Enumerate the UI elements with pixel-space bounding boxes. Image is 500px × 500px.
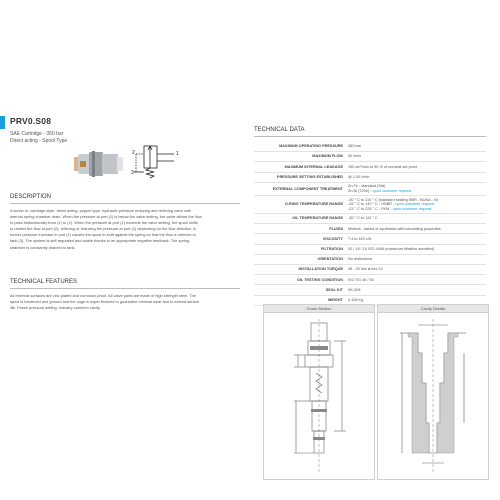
spec-row xyxy=(254,162,486,172)
subtitle-type: Direct acting - Spool Type xyxy=(10,138,68,144)
hydraulic-symbol xyxy=(130,142,190,184)
spec-label: VISCOSITY xyxy=(322,236,343,241)
spec-label: INSTALLATION TORQUE xyxy=(298,267,343,272)
technical-data-divider xyxy=(254,136,486,137)
spec-row xyxy=(254,152,486,162)
spec-value: 30 l/min xyxy=(348,154,362,159)
spec-row xyxy=(254,285,486,295)
spec-label: MAXIMUM INTERNAL LEAKAGE xyxy=(284,164,343,169)
spec-value: Zn.Fe - standard (Std) Zn.Ni (720h) - upon customer request xyxy=(348,184,412,193)
customer-request-note: upon customer request xyxy=(372,188,412,193)
port-3-label: 3 xyxy=(131,170,134,176)
spec-label: FILTRATION xyxy=(320,246,343,251)
cavity-details-title: Cavity Details xyxy=(378,305,488,313)
features-divider xyxy=(10,288,240,289)
description-body: A screw-in, cartridge style, direct acting, poppet type, hydraulic pressure reducing and relieving valve with internal spring chamber drain. When the pressure at port (1) is below the valve setting, the valve allows the flow to pass bidirectionally from (1) to (2). When the pressure at port (1) exceeds the valve setting, the spool shifts to restrict the flow at port (2), relieving or reducing the pressure at port (1) depending on the flow direction. A further pressure increase in port (1) causes the spool to shift against the spring so that the flow is relieved to tank (3). The system is self-regulated and stable thanks to an appropriate negative feedback. The spring chamber is constantly drained to tank. xyxy=(10,208,202,250)
technical-data-title: TECHNICAL DATA xyxy=(254,127,305,133)
port-2-label: 2 xyxy=(132,150,135,156)
spec-label: O-RING TEMPERATURE RANGE xyxy=(284,202,343,207)
subtitle-cartridge: SAE Cartridge - 350 bar xyxy=(10,131,64,137)
spec-value: 45 - 50 Nm ⌀ hex 24 xyxy=(348,267,383,272)
technical-data-table xyxy=(254,142,486,306)
cavity-details-drawing xyxy=(377,304,489,480)
cavity-details-image xyxy=(378,313,488,479)
cross-section-drawing xyxy=(263,304,375,480)
spec-label: ORIENTATION xyxy=(317,257,343,262)
spec-label: SEAL KIT xyxy=(325,287,343,292)
spec-label: OIL TEMPERATURE RANGE xyxy=(292,216,343,221)
spec-row xyxy=(254,224,486,234)
spec-label: EXTERNAL COMPONENT TREATMENT xyxy=(272,186,343,191)
spec-value: 7.4 to 420 cSt xyxy=(348,236,372,241)
spec-value: SK.008 xyxy=(348,287,361,292)
spec-label: MAXIMUM FLOW xyxy=(312,154,343,159)
spec-value: 150 cm³/min to 90 % of nominal set point xyxy=(348,164,417,169)
spec-value: @ 1.00 l/min xyxy=(348,174,370,179)
spec-row xyxy=(254,265,486,275)
spec-value: -30 ° C to 110 ° C (standard sealing NBR - BUNA - N) -25 ° C to 140 ° C - HNBR - upon customer request -23 ° C to 225 ° C - FKM - upon customer request xyxy=(348,197,438,211)
spec-row xyxy=(254,245,486,255)
features-body: All external surfaces are zinc plated and corrosion-proof. All valve parts are made of high strength steel. The spool is hardened and ground and the cage is super-finished to guarantee minimal wear and to extend service life. Poses pressure setting. Industry common cavity. xyxy=(10,293,200,311)
features-title: TECHNICAL FEATURES xyxy=(10,279,78,285)
spec-label: WEIGHT xyxy=(327,297,343,302)
cross-section-title: Cross Section xyxy=(264,305,374,313)
port-1-label: 1 xyxy=(176,151,179,157)
accent-bar xyxy=(0,116,5,129)
product-image xyxy=(66,146,128,182)
spec-value: 20 / 18 / 15 ISO 4406 (maximum filtration admitted) xyxy=(348,246,435,251)
spec-row xyxy=(254,234,486,244)
cross-section-image xyxy=(264,313,374,479)
spec-label: OIL TESTING CONDITION xyxy=(296,277,343,282)
spec-row xyxy=(254,196,486,214)
spec-value: ISO VG 46 / 50 xyxy=(348,277,374,282)
spec-value: -30 ° C to 110 ° C xyxy=(348,216,378,221)
description-title: DESCRIPTION xyxy=(10,194,52,200)
model-title: PRV0.S08 xyxy=(10,116,52,126)
spec-row xyxy=(254,255,486,265)
spec-row xyxy=(254,173,486,183)
customer-request-note: upon customer request xyxy=(392,206,432,211)
description-divider xyxy=(10,203,240,204)
spec-value: 350 bar xyxy=(348,144,361,149)
spec-label: PRESSURE SETTING ESTABLISHED xyxy=(277,174,343,179)
spec-row xyxy=(254,142,486,152)
spec-row xyxy=(254,275,486,285)
spec-row xyxy=(254,183,486,196)
spec-value: 0.108 Kg xyxy=(348,297,364,302)
spec-value: Mineral - based or synthetics with lubricating properties xyxy=(348,226,441,231)
spec-label: FLUIDS xyxy=(329,226,343,231)
spec-row xyxy=(254,214,486,224)
spec-label: MAXIMUM OPERATING PRESSURE xyxy=(279,144,343,149)
spec-value: No restrictions xyxy=(348,257,373,262)
customer-request-note: upon customer request xyxy=(395,202,435,207)
